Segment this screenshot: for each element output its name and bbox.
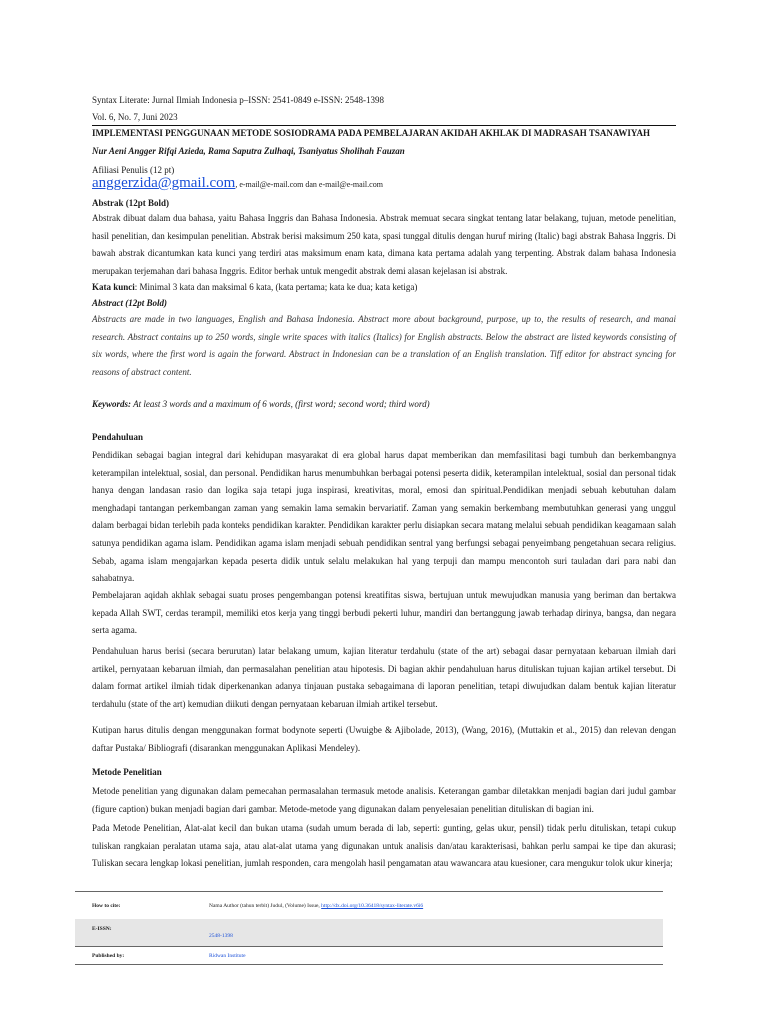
keywords-en-label: Keywords:	[92, 399, 131, 409]
article-authors: Nur Aeni Angger Rifqi Azieda, Rama Saputra Zulhaqi, Tsaniyatus Sholihah Fauzan	[92, 146, 405, 156]
keywords-id-text: : Minimal 3 kata dan maksimal 6 kata, (kata pertama; kata ke dua; kata ketiga)	[134, 282, 418, 292]
header-rule	[92, 125, 676, 126]
pendahuluan-p2: Pembelajaran aqidah akhlak sebagai suatu proses pengembangan potensi kreatifitas siswa, bertujuan untuk mewujudkan manusia yang beriman dan bertakwa kepada Allah SWT, cerdas terampil, memiliki etos kerja yang tinggi berbudi pekerti luhur, mandiri dan bertanggung jawab terhadap dirinya, bangsa, dan negara serta agama.	[92, 590, 676, 636]
article-title: IMPLEMENTASI PENGGUNAAN METODE SOSIODRAMA PADA PEMBELAJARAN AKIDAH AKHLAK DI MADRASAH TSANAWIYAH	[92, 128, 651, 138]
footer-row-publisher	[75, 947, 663, 964]
eissn-label: E-ISSN:	[92, 926, 112, 932]
footer-rule-bottom	[75, 964, 663, 965]
cite-value	[209, 903, 423, 909]
metode-p1: Metode penelitian yang digunakan dalam pemecahan permasalahan termasuk metode analisis. Keterangan gambar diletakkan menjadi bagian dari judul gambar (figure caption) bukan menjadi bagian dari gambar. Metode-metode yang digunakan dalam penyelesaian penelitian dituliskan di bagian ini.	[92, 786, 676, 814]
metode-p2: Pada Metode Penelitian, Alat-alat kecil dan bukan utama (sudah umum berada di lab, seperti: gunting, gelas ukur, pensil) tidak perlu dituliskan, tetapi cukup tuliskan rangkaian peralatan utama saja, atau alat-alat utama yang digunakan untuk analisis dan/atau karakterisasi, bahkan perlu sampai ke tipe dan akurasi; Tuliskan secara lengkap lokasi penelitian, jumlah responden, cara mengolah hasil pengamatan atau wawancara atau kuesioner, cara mengukur tolok ukur kinerja;	[92, 823, 676, 869]
publisher-value[interactable]: Ridwan Institute	[209, 953, 246, 959]
pendahuluan-p4: Kutipan harus ditulis dengan menggunakan format bodynote seperti (Uwuigbe & Ajibolade, 2013), (Wang, 2016), (Muttakin et al., 2015) dan relevan dengan daftar Pustaka/ Bibliografi (disarankan menggunakan Aplikasi Mendeley).	[92, 725, 676, 753]
metode-heading: Metode Penelitian	[92, 767, 162, 777]
volume-line: Vol. 6, No. 7, Juni 2023	[92, 112, 178, 122]
email-others: , e-mail@e-mail.com dan e-mail@e-mail.com	[235, 180, 383, 189]
affiliation: Afiliasi Penulis (12 pt)	[92, 165, 175, 175]
cite-doi-link[interactable]: http://dx.doi.org/10.36418/syntax-literate.v6i6	[321, 903, 424, 909]
email-link[interactable]: anggerzida@gmail.com	[92, 175, 236, 191]
eissn-value: 2548-1398	[209, 933, 233, 939]
pendahuluan-p3: Pendahuluan harus berisi (secara berurutan) latar belakang umum, kajian literatur terdahulu (state of the art) sebagai dasar pernyataan kebaruan ilmiah dari artikel, pernyataan kebaruan ilmiah, dan permasalahan penelitian atau hipotesis. Di bagian akhir pendahuluan harus dituliskan tujuan kajian artikel tersebut. Di dalam format artikel ilmiah tidak diperkenankan adanya tinjauan pustaka sebagaimana di laporan penelitian, tetapi diwujudkan dalam bentuk kajian literatur terdahulu (state of the art) kemudian diikuti dengan pernyataan kebaruan ilmiah artikel tersebut.	[92, 646, 676, 709]
pendahuluan-p1: Pendidikan sebagai bagian integral dari kehidupan masyarakat di era global harus dapat memberikan dan memfasilitasi bagi tumbuh dan berkembangnya keterampilan intelektual, sosial, dan personal. Pendidikan harus menumbuhkan berbagai potensi peserta didik, keterampilan intelektual, sosial dan personal tidak hanya dengan landasan rasio dan logika saja tetapi juga inspirasi, kreativitas, moral, emosi dan spiritual.Pendidikan menjadi sebuah kebutuhan dalam menghadapi tantangan perkembangan zaman yang semakin lama semakin bervariatif. Zaman yang semakin berkembang membutuhkan generasi yang unggul dalam berbagai bidan terlebih pada konteks pendidikan karakter. Pendidikan karakter perlu disiapkan secara matang melalui sebuah pendidikan keagamaan salah satunya pendidikan agama islam. Pendidikan agama islam menjadi sebuah pendidikan sentral yang berfungsi sebagai penyeimbang pengetahuan secara religius. Sebab, agama islam mengajarkan kepada peserta didik untuk selalu melakukan hal yang terpuji dan mampu mencontoh suri tauladan dari para nabi dan sahabatnya.	[92, 450, 676, 584]
email-row	[92, 174, 383, 192]
cite-label: How to cite:	[92, 903, 121, 909]
keywords-id	[92, 282, 417, 292]
keywords-id-label: Kata kunci	[92, 282, 135, 292]
footer-row-cite	[75, 892, 663, 919]
cite-text: Nama Author (tahun terbit) Judul, (Volume) Issue,	[209, 903, 320, 909]
abstract-id-body: Abstrak dibuat dalam dua bahasa, yaitu Bahasa Inggris dan Bahasa Indonesia. Abstrak memuat secara singkat tentang latar belakang, tujuan, metode penelitian, hasil penelitian, dan kesimpulan penelitian. Abstrak berisi maksimum 250 kata, spasi tunggal ditulis dengan huruf miring (Italic) bagi abstrak Bahasa Inggris. Di bawah abstrak dicantumkan kata kunci yang terdiri atas maksimum enam kata, dimana kata pertama adalah yang terpenting. Abstrak dalam bahasa Indonesia merupakan terjemahan dari bahasa Inggris. Editor berhak untuk mengedit abstrak demi alasan kejelasan isi abstrak.	[92, 213, 676, 276]
abstract-en-heading: Abstract (12pt Bold)	[92, 298, 168, 308]
footer-row-eissn	[75, 919, 663, 946]
abstract-en-body: Abstracts are made in two languages, English and Bahasa Indonesia. Abstract more about background, purpose, up to, the results of research, and manai research. Abstract contains up to 250 words, single write spaces with italics (Italics) for English abstracts. Below the abstract are listed keywords consisting of six words, where the first word is again the forward. Abstract in Indonesian can be a translation of an English translation. Tiff editor for abstract syncing for reasons of abstract content.	[92, 314, 676, 377]
abstract-id-heading: Abstrak (12pt Bold)	[92, 198, 170, 208]
journal-line: Syntax Literate: Jurnal Ilmiah Indonesia p–ISSN: 2541-0849 e-ISSN: 2548-1398	[92, 95, 384, 105]
pendahuluan-heading: Pendahuluan	[92, 432, 144, 442]
keywords-en	[92, 399, 430, 409]
publisher-label: Published by:	[92, 953, 125, 959]
keywords-en-text: At least 3 words and a maximum of 6 words, (first word; second word; third word)	[131, 399, 430, 409]
